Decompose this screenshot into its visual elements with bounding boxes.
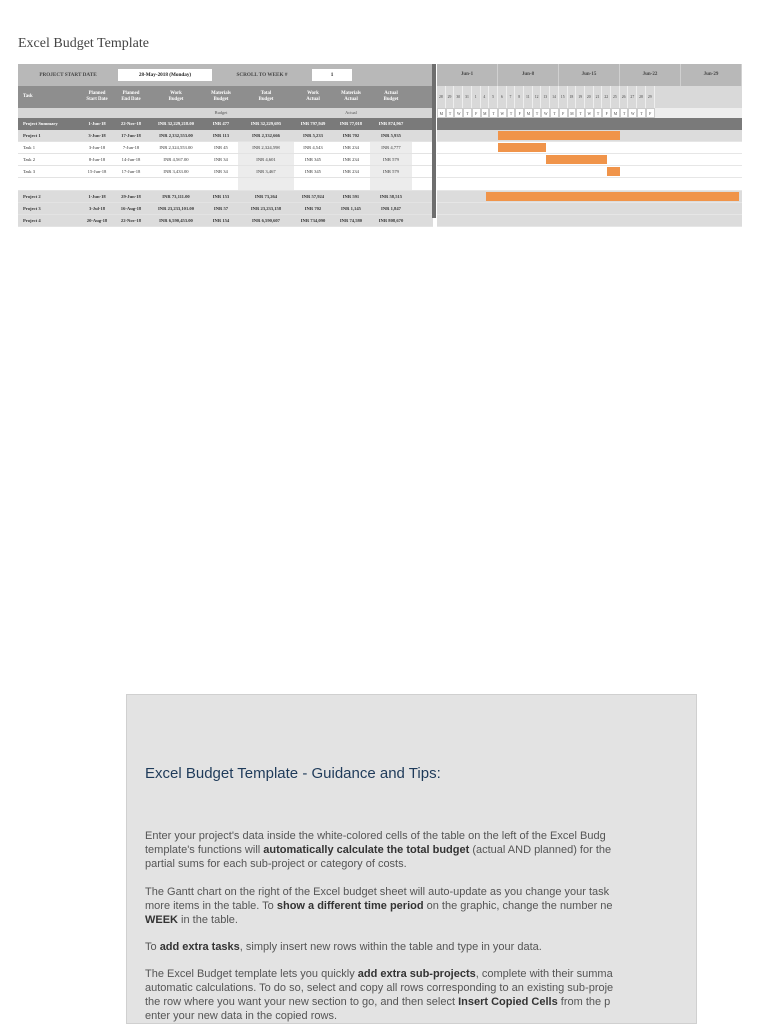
table-cell: INR 734,090 <box>300 218 326 223</box>
guide-bold: WEEK <box>145 914 178 926</box>
table-cell[interactable]: 17-Jun-18 <box>121 169 141 174</box>
gantt-row <box>437 203 742 215</box>
gantt-day-label: 22 <box>602 86 611 108</box>
table-cell: INR 57,924 <box>301 194 325 199</box>
table-cell: 3-Jul-18 <box>88 206 106 211</box>
project-start-label: PROJECT START DATE <box>39 72 97 78</box>
gantt-weekday-label: T <box>550 108 559 118</box>
table-row <box>18 203 433 215</box>
column-header: Total Budget <box>258 91 274 102</box>
guide-bold: add extra sub-projects <box>357 968 476 980</box>
guide-text: enter your new data in the copied rows. <box>145 1010 338 1022</box>
gantt-day-label: 14 <box>550 86 559 108</box>
table-cell: INR 579 <box>370 154 412 165</box>
table-cell: INR 591 <box>342 194 360 199</box>
table-cell <box>114 178 148 190</box>
table-cell: INR 2,332,553.00 <box>159 133 193 138</box>
guide-text: , complete with their summa <box>475 968 613 980</box>
gantt-day-label: 13 <box>541 86 550 108</box>
gantt-week-label: Jun-8 <box>498 64 559 86</box>
gantt-day-label: 6 <box>498 86 507 108</box>
gantt-bar <box>498 131 620 140</box>
gantt-weekday-label: T <box>594 108 603 118</box>
page-title: Excel Budget Template <box>18 36 149 51</box>
guide-bold: Insert Copied Cells <box>458 996 558 1008</box>
table-cell: INR 579 <box>370 166 412 177</box>
gantt-weekday-label: T <box>463 108 472 118</box>
gantt-day-label: 29 <box>446 86 455 108</box>
table-cell: INR 5,935 <box>381 133 401 138</box>
guide-text: Enter your project's data inside the white-colored cells of the table on the left of the Excel Budg <box>145 830 606 842</box>
gantt-day-label: 25 <box>611 86 620 108</box>
table-cell <box>18 178 80 190</box>
guide-text: on the graphic, change the number ne <box>423 900 613 912</box>
guidance-paragraph-2 <box>145 885 697 927</box>
guide-bold: show a different time period <box>276 900 424 912</box>
table-cell: INR 32,229,218.00 <box>158 121 194 126</box>
gantt-day-label: 30 <box>454 86 463 108</box>
table-cell: INR 797,949 <box>300 121 326 126</box>
table-cell[interactable]: 15-Jun-18 <box>87 169 107 174</box>
column-header: Planned Start Date <box>86 91 108 102</box>
guide-text: in the table. <box>178 914 238 926</box>
table-row <box>18 154 433 166</box>
table-cell: INR 58,515 <box>379 194 403 199</box>
gantt-day-label: 5 <box>489 86 498 108</box>
gantt-days <box>437 86 742 108</box>
table-cell[interactable]: INR 45 <box>214 145 228 150</box>
gantt-day-label: 28 <box>637 86 646 108</box>
table-cell: INR 74,580 <box>339 218 363 223</box>
table-body <box>18 118 433 227</box>
gantt-day-label: 11 <box>524 86 533 108</box>
table-cell: INR 477 <box>212 121 230 126</box>
budget-subheader: Budget <box>214 110 228 115</box>
table-row <box>18 215 433 227</box>
table-cell[interactable]: INR 34 <box>214 169 228 174</box>
guide-text: partial sums for each sub-project or category of costs. <box>145 858 407 870</box>
column-header: Materials Actual <box>341 91 361 102</box>
table-cell: INR 4,601 <box>238 154 294 165</box>
gantt-bar <box>486 192 739 201</box>
gantt-day-label: 18 <box>568 86 577 108</box>
table-cell[interactable]: INR 3,433.00 <box>163 169 189 174</box>
table-row <box>18 118 433 130</box>
table-cell: Project Summary <box>23 121 58 126</box>
table-cell <box>80 178 114 190</box>
table-cell: INR 6,590,453.00 <box>159 218 193 223</box>
table-cell: INR 57 <box>213 206 229 211</box>
table-cell <box>294 178 332 190</box>
gantt-row <box>437 191 742 203</box>
gantt-weekday-label: F <box>602 108 611 118</box>
table-cell: INR 73,111.00 <box>162 194 190 199</box>
table-cell: 20-Aug-18 <box>86 218 108 223</box>
table-cell[interactable]: INR 34 <box>214 157 228 162</box>
table-cell[interactable]: INR 234 <box>343 145 359 150</box>
table-cell <box>238 178 294 190</box>
guide-text: The Gantt chart on the right of the Excel budget sheet will auto-update as you change your task <box>145 886 610 898</box>
table-cell: INR 5,233 <box>303 133 323 138</box>
gantt-chart <box>437 64 742 227</box>
gantt-day-label: 1 <box>472 86 481 108</box>
table-cell[interactable]: INR 345 <box>305 169 321 174</box>
table-cell: 3-Jun-18 <box>88 133 106 138</box>
gantt-weekday-label: M <box>437 108 446 118</box>
gantt-row <box>437 154 742 166</box>
guide-text: The Excel Budget template lets you quickly <box>145 968 358 980</box>
column-header: Planned End Date <box>121 91 141 102</box>
budget-table <box>18 64 433 227</box>
column-header: Actual Budget <box>383 91 399 102</box>
table-cell[interactable]: INR 234 <box>343 157 359 162</box>
gantt-weekday-label: F <box>559 108 568 118</box>
gantt-weekday-label: T <box>533 108 542 118</box>
table-cell: INR 32,229,695 <box>250 121 282 126</box>
table-cell: INR 874,967 <box>378 121 404 126</box>
guidance-paragraph-4 <box>145 967 697 1023</box>
table-cell[interactable]: 8-Jun-18 <box>88 157 106 162</box>
guide-text: automatic calculations. To do so, select and copy all rows corresponding to an existing sub-proje <box>145 982 614 994</box>
table-row <box>18 178 433 191</box>
column-header: Task <box>23 94 33 99</box>
table-cell[interactable]: Task 1 <box>23 145 36 150</box>
gantt-weekday-label: M <box>481 108 490 118</box>
project-start-row <box>18 64 433 86</box>
table-cell[interactable]: Task 2 <box>23 157 36 162</box>
gantt-day-label: 20 <box>585 86 594 108</box>
gantt-row <box>437 130 742 142</box>
table-cell: INR 4,777 <box>370 142 412 153</box>
gantt-body <box>437 118 742 227</box>
gantt-weekday-label: F <box>515 108 524 118</box>
table-cell[interactable]: 7-Jun-18 <box>122 145 140 150</box>
table-cell: INR 702 <box>304 206 322 211</box>
table-cell: INR 2,324,598 <box>238 142 294 153</box>
gantt-day-label: 31 <box>463 86 472 108</box>
gantt-week-label: Jun-15 <box>559 64 620 86</box>
gantt-weekday-label: M <box>524 108 533 118</box>
table-cell: INR 153 <box>212 194 230 199</box>
guidance-paragraph-3 <box>145 940 697 954</box>
gantt-day-label: 8 <box>515 86 524 108</box>
table-cell[interactable]: INR 4,567.00 <box>163 157 189 162</box>
table-cell <box>204 178 238 190</box>
gantt-weekdays <box>437 108 742 118</box>
table-cell: INR 702 <box>342 133 360 138</box>
gantt-weekday-label: T <box>489 108 498 118</box>
table-row <box>18 142 433 154</box>
table-cell: INR 808,670 <box>378 218 404 223</box>
gantt-day-label: 27 <box>628 86 637 108</box>
actual-subheader: Actual <box>345 110 357 115</box>
table-cell: INR 23,233,158 <box>250 206 282 211</box>
table-cell: INR 73,264 <box>254 194 278 199</box>
gantt-row <box>437 142 742 154</box>
guidance-panel <box>126 694 697 1024</box>
table-header <box>18 86 433 108</box>
table-cell: Project 4 <box>23 218 41 223</box>
guide-bold: automatically calculate the total budget <box>263 844 470 856</box>
gantt-day-label: 19 <box>576 86 585 108</box>
gantt-weekday-label: W <box>498 108 507 118</box>
table-cell: Project 1 <box>23 133 41 138</box>
table-row <box>18 166 433 178</box>
table-cell[interactable]: INR 2,324,553.00 <box>159 145 193 150</box>
table-cell: 29-Jun-18 <box>121 194 141 199</box>
table-cell: INR 2,332,666 <box>252 133 280 138</box>
gantt-bar <box>498 143 546 152</box>
table-cell: Project 3 <box>23 206 41 211</box>
gantt-weekday-label: W <box>541 108 550 118</box>
gantt-weekday-label: M <box>611 108 620 118</box>
gantt-weekday-label: F <box>472 108 481 118</box>
table-cell <box>370 178 412 190</box>
gantt-day-label: 28 <box>437 86 446 108</box>
gantt-weekday-label: T <box>507 108 516 118</box>
gantt-bar <box>546 155 607 164</box>
gantt-row <box>437 215 742 227</box>
gantt-weekday-label: T <box>637 108 646 118</box>
table-cell: 16-Aug-18 <box>120 206 142 211</box>
table-cell: 22-Nov-18 <box>120 218 142 223</box>
gantt-weekday-label: T <box>576 108 585 118</box>
table-cell: Project 2 <box>23 194 41 199</box>
guidance-paragraph-1 <box>145 829 697 871</box>
gantt-weeks <box>437 64 742 86</box>
gantt-week-label: Jun-29 <box>681 64 742 86</box>
gantt-day-label: 21 <box>594 86 603 108</box>
guide-text: from the p <box>557 996 611 1008</box>
table-cell[interactable]: Task 3 <box>23 169 36 174</box>
table-cell: INR 6,590,607 <box>252 218 280 223</box>
gantt-day-label: 12 <box>533 86 542 108</box>
guide-text: , simply insert new rows within the table and type in your data. <box>239 941 542 953</box>
gantt-weekday-label: W <box>454 108 463 118</box>
gantt-divider <box>432 64 436 218</box>
table-cell: 1-Jun-18 <box>88 194 106 199</box>
table-cell: INR 1,145 <box>341 206 361 211</box>
scroll-week-input[interactable]: 1 <box>312 69 352 81</box>
table-cell: INR 1,847 <box>381 206 401 211</box>
table-row <box>18 130 433 142</box>
table-cell[interactable]: 14-Jun-18 <box>121 157 141 162</box>
column-header: Materials Budget <box>211 91 231 102</box>
table-cell: INR 77,018 <box>339 121 363 126</box>
guide-text: To <box>145 941 160 953</box>
guide-bold: add extra tasks <box>159 941 240 953</box>
project-start-input[interactable]: 28-May-2018 (Monday) <box>118 69 212 81</box>
gantt-weekday-label: T <box>620 108 629 118</box>
gantt-day-label: 15 <box>559 86 568 108</box>
gantt-row <box>437 118 742 130</box>
table-cell: 22-Nov-18 <box>120 121 142 126</box>
table-cell: INR 154 <box>212 218 230 223</box>
table-cell[interactable]: 3-Jun-18 <box>88 145 106 150</box>
table-cell: 1-Jun-18 <box>88 121 106 126</box>
gantt-weekday-label: W <box>628 108 637 118</box>
gantt-week-label: Jun-1 <box>437 64 498 86</box>
guide-text: (actual AND planned) for the <box>469 844 612 856</box>
guidance-heading: Excel Budget Template - Guidance and Tips: <box>145 765 441 782</box>
gantt-day-label: 7 <box>507 86 516 108</box>
table-row <box>18 191 433 203</box>
table-cell[interactable]: INR 4,543 <box>303 145 323 150</box>
table-cell: 17-Jun-18 <box>121 133 141 138</box>
table-subheader <box>18 108 433 118</box>
gantt-bar <box>607 167 620 176</box>
table-cell: INR 23,233,101.00 <box>158 206 194 211</box>
gantt-row <box>437 178 742 191</box>
gantt-day-label: 29 <box>646 86 655 108</box>
guide-text: template's functions will <box>145 844 264 856</box>
table-cell <box>332 178 370 190</box>
column-header: Work Budget <box>168 91 184 102</box>
column-header: Work Actual <box>306 91 320 102</box>
guide-text: the row where you want your new section to go, and then select <box>145 996 459 1008</box>
table-cell[interactable]: INR 345 <box>305 157 321 162</box>
gantt-weekday-label: M <box>568 108 577 118</box>
scroll-week-label: SCROLL TO WEEK # <box>236 72 288 78</box>
gantt-weekday-label: W <box>585 108 594 118</box>
table-cell: INR 113 <box>212 133 230 138</box>
table-cell: INR 3,467 <box>238 166 294 177</box>
gantt-weekday-label: T <box>446 108 455 118</box>
gantt-day-label: 4 <box>481 86 490 108</box>
table-cell <box>148 178 204 190</box>
guide-text: more items in the table. To <box>145 900 277 912</box>
gantt-weekday-label: F <box>646 108 655 118</box>
gantt-week-label: Jun-22 <box>620 64 681 86</box>
gantt-day-label: 26 <box>620 86 629 108</box>
table-cell[interactable]: INR 234 <box>343 169 359 174</box>
gantt-row <box>437 166 742 178</box>
